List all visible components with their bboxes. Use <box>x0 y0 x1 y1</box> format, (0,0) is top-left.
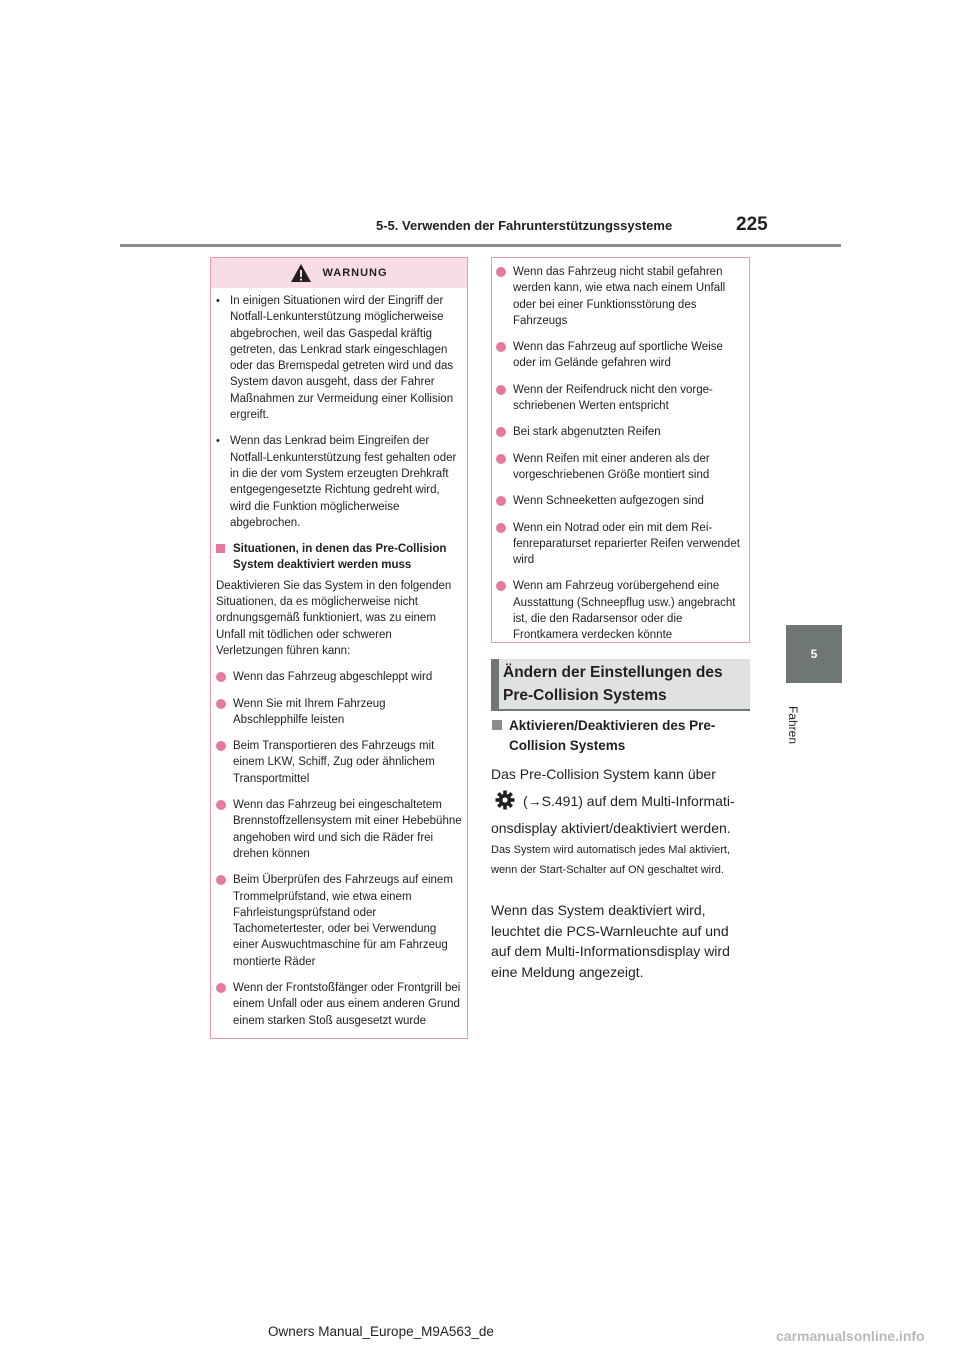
list-item-text: Beim Überprüfen des Fahrzeugs auf einem Trommelprüfstand, wie etwa einem Fahrleistungsprüfstand oder Tachometertester, oder bei Verwendung einer Auswuchtmaschine für am Fahrzeug montierte Räder <box>233 874 453 968</box>
warning-box <box>210 257 468 1039</box>
list-item-text: Beim Transportieren des Fahrzeugs mit einem LKW, Schiff, Zug oder ähnlichem Transportmittel <box>233 740 435 785</box>
list-item-text: Bei stark abgenutzten Reifen <box>513 426 661 439</box>
bullet-dot-icon <box>216 741 226 751</box>
list-item <box>496 493 744 509</box>
list-item <box>216 669 462 685</box>
list-item-text: Wenn ein Notrad oder ein mit dem Reifenreparaturset reparierter Reifen verwendet wird <box>513 521 740 567</box>
bullet-dot-icon <box>496 496 506 506</box>
chapter-tab: 5 <box>786 625 842 683</box>
warning-paragraph: Deaktivieren Sie das System in den folgenden Situationen, da es möglicherweise nicht ordnungsgemäß funktioniert, was zu einem Unfall mit tödlichen oder schweren Verletzungen führen kann: <box>216 579 452 657</box>
warning-continued-content <box>496 264 744 654</box>
warning-subheading-text: Situationen, in denen das Pre-Collision System deaktiviert werden muss <box>233 543 447 572</box>
bullet-dot-icon <box>216 875 226 885</box>
bullet-dot-icon <box>496 342 506 352</box>
list-item <box>216 696 462 729</box>
bullet-dot-icon <box>216 699 226 709</box>
list-item <box>216 797 462 862</box>
gear-icon <box>495 790 515 810</box>
list-item-text: Wenn Sie mit Ihrem Fahrzeug Abschlepphilfe leisten <box>233 697 386 726</box>
settings-line-2-text: (→S.491) auf dem Multi-Informati- <box>523 793 735 809</box>
list-item <box>496 451 744 484</box>
square-bullet-icon <box>492 720 502 730</box>
settings-paragraph: Wenn das System deaktiviert wird, leuchtet die PCS-Warnleuchte auf und auf dem Multi-Informationsdisplay wird eine Meldung angezeigt. <box>491 902 730 980</box>
square-bullet-icon <box>216 544 225 553</box>
section-title: 5-5. Verwenden der Fahrunterstützungssysteme <box>376 218 673 233</box>
list-item-text: Wenn der Frontstoßfänger oder Frontgrill bei einem Unfall oder aus einem anderen Grund einem starken Stoß ausgesetzt wurde <box>233 981 461 1027</box>
list-item-text: Wenn Reifen mit einer anderen als der vorgeschriebenen Größe montiert sind <box>513 452 710 481</box>
settings-heading-box <box>491 659 750 711</box>
list-item-text: Wenn das Fahrzeug abgeschleppt wird <box>233 671 433 684</box>
warning-box-continued <box>491 257 750 643</box>
warning-header <box>211 258 467 288</box>
bullet-dot-icon <box>496 267 506 277</box>
bullet-dot-icon <box>216 983 226 993</box>
footer-text: Owners Manual_Europe_M9A563_de <box>268 1324 494 1339</box>
heading-accent-bar <box>491 659 499 711</box>
bullet-dot-icon <box>496 385 506 395</box>
heading-underline <box>499 709 750 711</box>
list-item-text: Wenn Schneeketten aufgezogen sind <box>513 495 704 508</box>
chapter-label <box>778 695 808 755</box>
warning-item: • In einigen Situationen wird der Eingriff der Notfall-Lenkunterstützung möglicherweise abgebrochen, weil das Gaspedal kräftig getreten, das Lenkrad stark eingeschlagen oder das Bremspedal getreten wird und das System davon ausgeht, dass der Fahrer Maßnahmen zur Vermeidung einer Kollision ergreift. <box>216 293 462 423</box>
header-rule <box>120 244 841 247</box>
settings-note: Das System wird automatisch jedes Mal aktiviert, wenn der Start-Schalter auf ON geschaltet wird. <box>491 844 731 876</box>
page-number: 225 <box>736 214 768 235</box>
warning-subheading <box>216 541 462 574</box>
settings-line-3: onsdisplay aktiviert/deaktiviert werden. <box>491 820 731 836</box>
bullet-dot-icon <box>496 523 506 533</box>
list-item-text: Wenn das Fahrzeug auf sportliche Weise oder im Gelände gefahren wird <box>513 341 723 370</box>
list-item <box>496 424 744 440</box>
bullet-dot-icon <box>496 427 506 437</box>
list-item <box>216 872 462 970</box>
list-item <box>496 578 744 643</box>
list-item <box>216 738 462 787</box>
list-item <box>496 264 744 329</box>
list-item-text: Wenn das Fahrzeug nicht stabil gefahren werden kann, wie etwa nach einem Unfall oder bei einer Funktionsstörung des Fahrzeugs <box>513 266 726 327</box>
list-item <box>216 980 462 1029</box>
chapter-label-text: Fahren <box>786 705 800 745</box>
settings-line-2 <box>491 788 753 814</box>
list-item-text: Wenn der Reifendruck nicht den vorgeschriebenen Werten entspricht <box>513 383 713 413</box>
bullet-dot-icon <box>216 800 226 810</box>
list-item <box>496 382 744 415</box>
list-item <box>496 520 744 569</box>
warning-triangle-icon <box>290 263 312 283</box>
settings-subheading-text: Aktivieren/Deaktivieren des Pre-Collision Systems <box>509 718 716 753</box>
warning-content <box>216 293 462 1039</box>
warning-item: • Wenn das Lenkrad beim Eingreifen der Notfall-Lenkunterstützung fest gehalten oder in die der vom System erzeugten Drehkraft entgegengesetzte Richtung gedreht wird, wird die Funktion möglicherweise abgebrochen. <box>216 433 462 531</box>
bullet-dot-icon <box>496 581 506 591</box>
settings-subheading <box>491 716 771 756</box>
watermark: carmanualsonline.info <box>776 1328 925 1344</box>
list-item-text: Wenn am Fahrzeug vorübergehend eine Ausstattung (Schneepflug usw.) angebracht ist, die den Radarsensor oder die Frontkamera verdecken könnte <box>513 580 736 642</box>
settings-line-1: Das Pre-Collision System kann über <box>491 766 716 782</box>
list-item <box>496 339 744 372</box>
warning-title: WARNUNG <box>322 267 388 279</box>
bullet-dot-icon <box>496 454 506 464</box>
list-item-text: Wenn das Fahrzeug bei eingeschaltetem Brennstoffzellensystem mit einer Hebebühne angehoben wird und sich die Räder frei drehen können <box>233 799 462 860</box>
bullet-dot-icon <box>216 672 226 682</box>
settings-heading: Ändern der Einstellungen des Pre-Collision Systems <box>503 664 723 704</box>
